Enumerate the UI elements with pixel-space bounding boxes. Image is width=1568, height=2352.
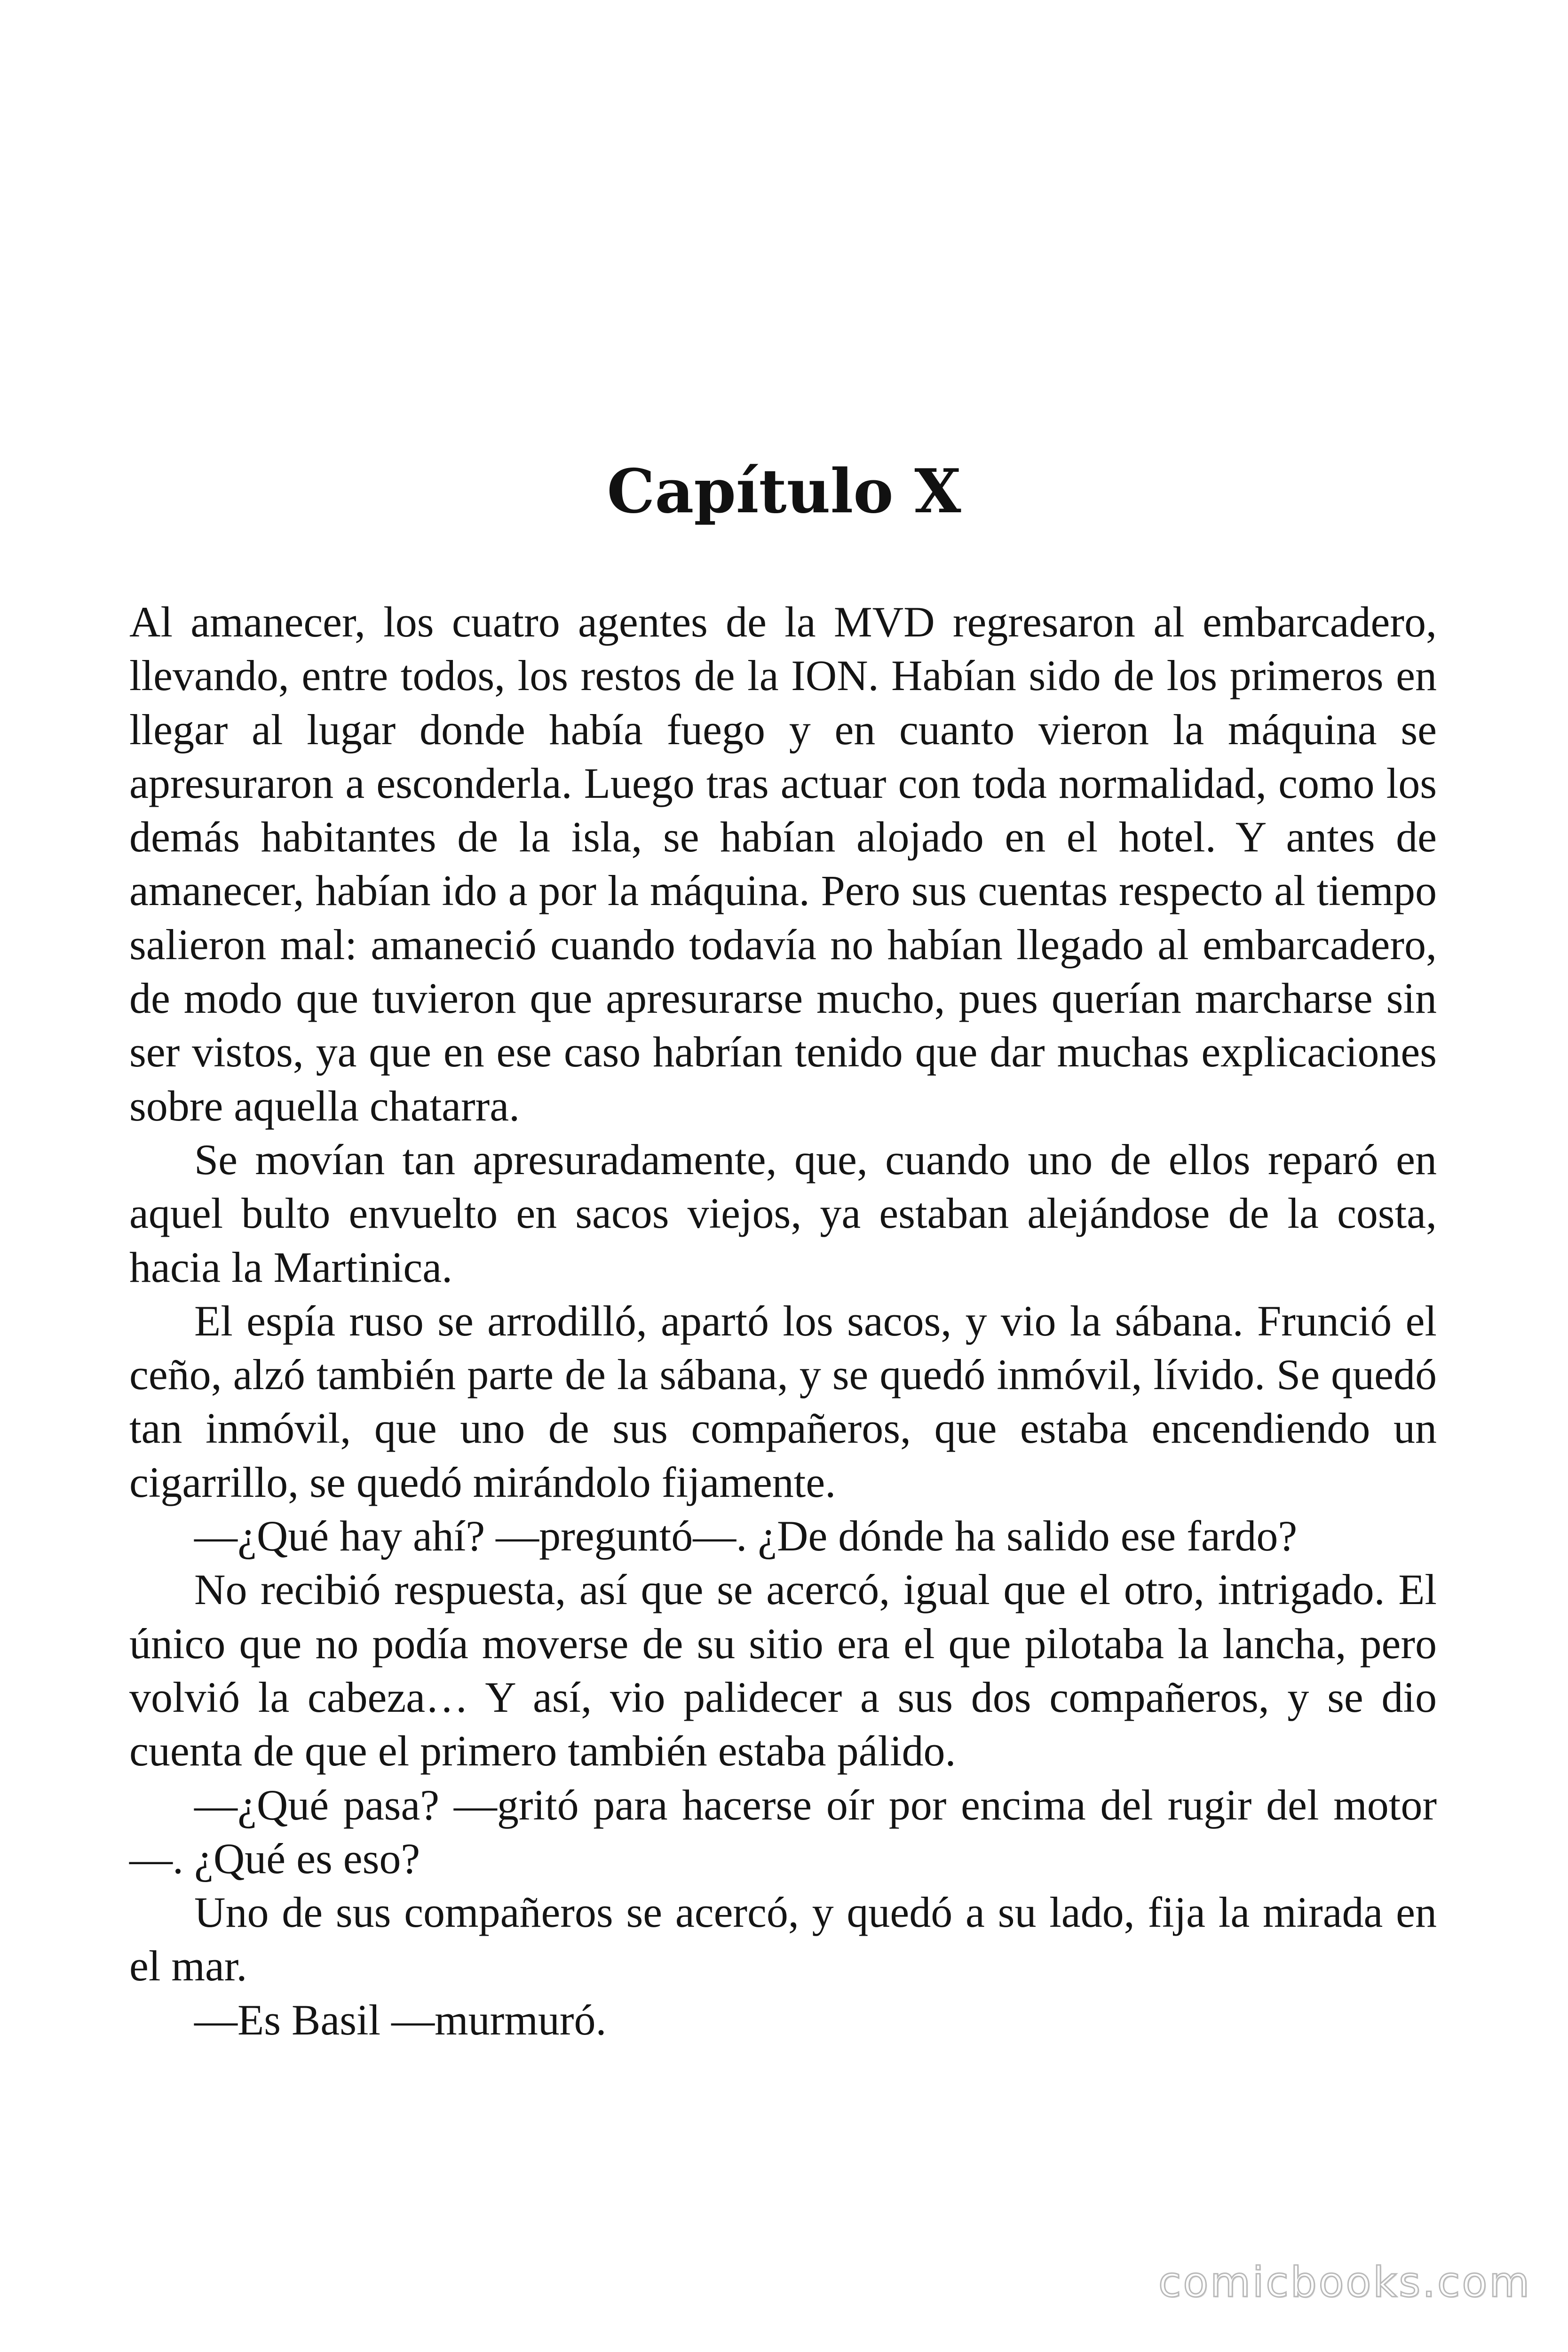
paragraph: Se movían tan apresuradamente, que, cuando uno de ellos reparó en aquel bulto envuelto en sacos viejos, ya estaban alejándose de la costa, hacia la Martinica.: [129, 1135, 1437, 1291]
paragraph: No recibió respuesta, así que se acercó, igual que el otro, intrigado. El único que no podía moverse de su sitio era el que pilotaba la lancha, pero volvió la cabeza… Y así, vio palidecer a sus dos compañeros, y se dio cuenta de que el primero también estaba pálido.: [129, 1565, 1437, 1775]
watermark: comicbooks.com: [1158, 2258, 1531, 2306]
paragraph: —¿Qué hay ahí? —preguntó—. ¿De dónde ha salido ese fardo?: [194, 1512, 1298, 1560]
paragraph: Al amanecer, los cuatro agentes de la MVD regresaron al embarcadero, llevando, entre todos, los restos de la ION. Habían sido de los primeros en llegar al lugar donde había fuego y en cuanto vieron la máquina se apresuraron a esconderla. Luego tras actuar con toda normalidad, como los demás habitantes de la isla, se habían alojado en el hotel. Y antes de amanecer, habían ido a por la máquina. Pero sus cuentas respecto al tiempo salieron mal: amaneció cuando todavía no habían llegado al embarcadero, de modo que tuvieron que apresurarse mucho, pues querían marcharse sin ser vistos, ya que en ese caso habrían tenido que dar muchas explicaciones sobre aquella chatarra.: [129, 598, 1437, 1130]
paragraph: —¿Qué pasa? —gritó para hacerse oír por encima del rugir del motor—. ¿Qué es eso?: [129, 1780, 1437, 1883]
paragraph: Uno de sus compañeros se acercó, y quedó a su lado, fija la mirada en el mar.: [129, 1888, 1437, 1990]
chapter-title: Capítulo X: [607, 456, 961, 527]
chapter-body: [129, 595, 1437, 2047]
paragraph: —Es Basil —murmuró.: [194, 1995, 607, 2044]
paragraph: El espía ruso se arrodilló, apartó los sacos, y vio la sábana. Frunció el ceño, alzó también parte de la sábana, y se quedó inmóvil, lívido. Se quedó tan inmóvil, que uno de sus compañeros, que estaba encendiendo un cigarrillo, se quedó mirándolo fijamente.: [129, 1296, 1437, 1506]
